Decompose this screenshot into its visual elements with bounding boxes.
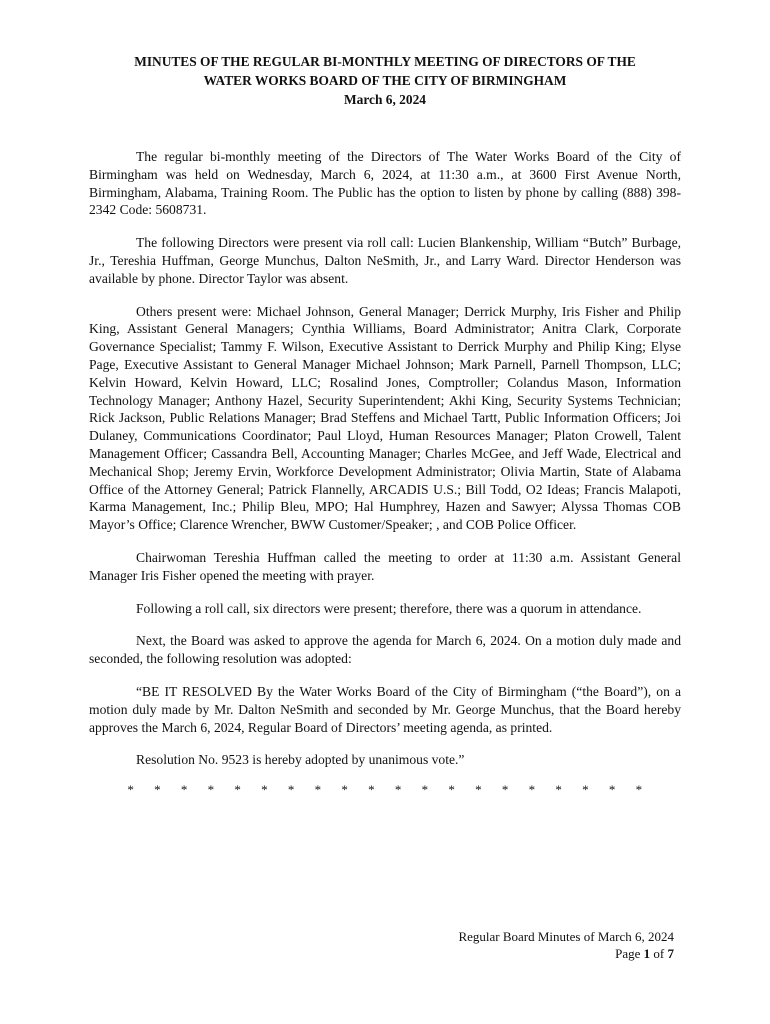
paragraph-agenda-approval: Next, the Board was asked to approve the agenda for March 6, 2024. On a motion duly made and seconded, the following resolution was adopted: (89, 633, 681, 667)
page-number (458, 945, 674, 962)
paragraph-resolution-number: Resolution No. 9523 is hereby adopted by unanimous vote.” (136, 752, 465, 768)
paragraph-resolution-text: “BE IT RESOLVED By the Water Works Board of the City of Birmingham (“the Board”), on a motion duly made by Mr. Dalton NeSmith and seconded by Mr. George Munchus, that the Board hereby approves the March 6, 2024, Regular Board of Directors’ meeting agenda, as printed. (89, 683, 681, 735)
document-title (89, 52, 681, 109)
page-footer (458, 928, 674, 962)
page-current: 1 (643, 946, 651, 961)
document-page (89, 52, 681, 798)
title-line-1: MINUTES OF THE REGULAR BI-MONTHLY MEETING OF DIRECTORS OF THE (134, 54, 636, 69)
paragraph-quorum: Following a roll call, six directors were present; therefore, there was a quorum in attendance. (136, 600, 642, 616)
footer-title: Regular Board Minutes of March 6, 2024 (458, 929, 674, 944)
page-of: of (650, 946, 668, 961)
title-line-2: WATER WORKS BOARD OF THE CITY OF BIRMINGHAM (203, 73, 567, 88)
paragraph-meeting-info: The regular bi-monthly meeting of the Directors of The Water Works Board of the City of Birmingham was held on Wednesday, March 6, 2024, at 11:30 a.m., at 3600 First Avenue North, Birmingham, Alabama, Training Room. The Public has the option to listen by phone by calling (888) 398-2342 Code: 5608731. (89, 149, 681, 218)
paragraph-directors-present: The following Directors were present via roll call: Lucien Blankenship, William “Butch” Burbage, Jr., Tereshia Huffman, George Munchus, Dalton NeSmith, Jr., and Larry Ward. Director Henderson was available by phone. Director Taylor was absent. (89, 235, 681, 286)
paragraph-others-present: Others present were: Michael Johnson, General Manager; Derrick Murphy, Iris Fisher and Philip King, Assistant General Managers; Cynthia Williams, Board Administrator; Anitra Clark, Corporate Governance Specialist; Tammy F. Wilson, Executive Assistant to Derrick Murphy and Philip King; Elyse Page, Executive Assistant to General Manager Michael Johnson; Mark Parnell, Parnell Thompson, LLC; Kelvin Howard, Kelvin Howard, LLC; Rosalind Jones, Comptroller; Colandus Mason, Information Technology Manager; Anthony Hazel, Security Superintendent; Akhi King, Security Systems Technician; Rick Jackson, Public Relations Manager; Brad Steffens and Michael Tartt, Public Information Officers; Joi Dulaney, Communications Coordinator; Paul Lloyd, Human Resources Manager; Platon Crowell, Talent Management Officer; Cassandra Bell, Accounting Manager; Charles McGee, and Jeff Wade, Electrical and Mechanical Shop; Jeremy Ervin, Workforce Development Administrator; Olivia Martin, State of Alabama Office of the Attorney General; Patrick Flannelly, ARCADIS U.S.; Bill Todd, O2 Ideas; Francis Malapoti, Karma Management, Inc.; Philip Bleu, MPO; Hal Humphrey, Hazen and Sawyer; Alyssa Thomas COB Mayor’s Office; Clarence Wrencher, BWW Customer/Speaker; , and COB Police Officer. (89, 303, 681, 533)
meeting-date: March 6, 2024 (344, 92, 426, 107)
section-separator: * * * * * * * * * * * * * * * * * * * * (127, 782, 651, 798)
page-prefix: Page (615, 946, 644, 961)
page-total: 7 (667, 946, 674, 961)
paragraph-call-to-order: Chairwoman Tereshia Huffman called the meeting to order at 11:30 a.m. Assistant General Manager Iris Fisher opened the meeting with prayer. (89, 549, 681, 583)
